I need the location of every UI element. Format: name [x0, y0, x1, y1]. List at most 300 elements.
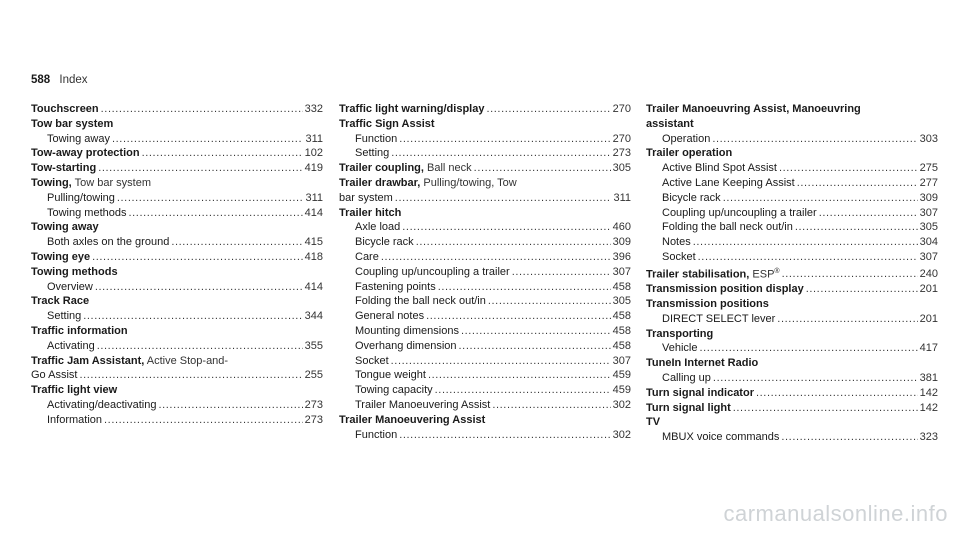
index-entry[interactable] [31, 383, 323, 398]
entry-qualifier: ESP [752, 268, 775, 281]
index-entry[interactable] [339, 383, 631, 398]
entry-subheading: Active Blind Spot Assist [662, 162, 777, 175]
dot-leader [104, 413, 303, 428]
dot-leader [819, 206, 918, 221]
entry-heading: Traffic light view [31, 384, 118, 397]
dot-leader [83, 309, 302, 324]
entry-text [662, 250, 696, 265]
dot-leader [438, 280, 611, 295]
entry-heading: Towing methods [31, 265, 118, 278]
dot-leader [129, 206, 303, 221]
page-number: 588 [31, 74, 51, 86]
entry-text [646, 146, 732, 161]
index-entry[interactable] [646, 356, 938, 371]
entry-text [355, 250, 379, 265]
entry-subheading: Information [47, 413, 103, 426]
entry-text [355, 339, 457, 354]
entry-heading: Tow-starting [31, 162, 97, 175]
entry-subheading: Care [355, 250, 379, 263]
page-reference: 142 [919, 386, 938, 399]
entry-text [339, 102, 484, 117]
entry-subheading: Pulling/towing [47, 191, 115, 204]
page-reference: 302 [612, 428, 631, 441]
dot-leader [723, 191, 918, 206]
entry-heading: Transporting [646, 327, 714, 340]
dot-leader [112, 132, 303, 147]
entry-text [47, 398, 156, 413]
page-reference: 305 [612, 295, 631, 308]
entry-text [355, 220, 400, 235]
index-column-3 [646, 102, 938, 445]
index-entry[interactable] [339, 250, 631, 265]
entry-subheading: Coupling up/uncoupling a trailer [355, 265, 510, 278]
entry-subheading: Overhang dimension [355, 339, 457, 352]
index-entry[interactable] [646, 161, 938, 176]
entry-text [31, 161, 96, 176]
entry-text [47, 132, 110, 147]
entry-heading: Trailer operation [646, 147, 733, 160]
dot-leader [98, 161, 302, 176]
entry-text [355, 235, 414, 250]
entry-subheading: Towing away [47, 132, 110, 145]
page-reference: 201 [919, 312, 938, 325]
dot-leader [95, 280, 303, 295]
section-title: Index [59, 74, 88, 86]
entry-text [646, 282, 804, 297]
dot-leader [117, 191, 304, 206]
dot-leader [402, 220, 610, 235]
index-entry[interactable] [31, 102, 323, 117]
dot-leader [756, 386, 918, 401]
index-entry[interactable] [31, 324, 323, 339]
entry-subheading: Socket [662, 250, 696, 263]
entry-text [646, 415, 660, 430]
index-entry[interactable] [31, 220, 323, 235]
entry-continuation: bar system [339, 191, 393, 204]
page-reference: 275 [919, 162, 938, 175]
page-reference: 458 [612, 339, 631, 352]
index-entry[interactable] [646, 117, 938, 132]
entry-subheading: MBUX voice commands [662, 431, 780, 444]
dot-leader [158, 398, 302, 413]
entry-text [662, 206, 817, 221]
dot-leader [171, 235, 302, 250]
entry-subheading: DIRECT SELECT lever [662, 312, 776, 325]
dot-leader [512, 265, 611, 280]
entry-text [646, 356, 758, 371]
page-reference: 415 [304, 236, 323, 249]
entry-text [31, 250, 90, 265]
entry-heading: Towing eye [31, 250, 91, 263]
entry-text [31, 265, 118, 280]
index-entry[interactable] [339, 132, 631, 147]
page-reference: 381 [919, 372, 938, 384]
entry-heading: Traffic light warning/display [339, 103, 485, 115]
dot-leader [777, 312, 917, 327]
entry-text [31, 354, 228, 369]
page-reference: 307 [612, 265, 631, 278]
entry-text [646, 265, 780, 282]
index-entry[interactable] [31, 132, 323, 147]
index-entry[interactable] [646, 415, 938, 430]
page-reference: 323 [919, 431, 938, 444]
index-entry[interactable] [646, 265, 938, 282]
page-reference: 305 [612, 162, 631, 175]
dot-leader [142, 146, 303, 161]
index-entry[interactable] [339, 102, 631, 117]
dot-leader [795, 220, 918, 235]
entry-text [662, 161, 777, 176]
index-entry[interactable] [339, 398, 631, 413]
entry-heading: Touchscreen [31, 103, 99, 115]
entry-subheading: Function [355, 132, 398, 145]
entry-text [47, 191, 115, 206]
index-entry[interactable] [339, 339, 631, 354]
entry-text [646, 297, 769, 312]
entry-text [646, 401, 731, 416]
dot-leader [781, 430, 917, 445]
entry-qualifier: Pulling/towing, Tow [423, 176, 517, 189]
entry-subheading: Activating/deactivating [47, 398, 157, 411]
index-entry[interactable] [646, 146, 938, 161]
entry-qualifier: Active Stop-and- [146, 354, 229, 367]
page-reference: 142 [919, 401, 938, 414]
index-entry[interactable] [31, 398, 323, 413]
entry-text [31, 146, 140, 161]
entry-heading: Trailer stabilisation, [646, 268, 750, 281]
index-entry[interactable] [31, 250, 323, 265]
dot-leader [416, 235, 611, 250]
registered-mark: ® [774, 267, 780, 275]
entry-subheading: Folding the ball neck out/in [662, 221, 793, 234]
entry-text [31, 324, 128, 339]
dot-leader [698, 250, 918, 265]
entry-text [47, 339, 95, 354]
page-reference: 418 [304, 250, 323, 263]
index-entry[interactable] [31, 309, 323, 324]
page-reference: 311 [305, 132, 323, 145]
page-reference: 309 [919, 191, 938, 204]
index-entry[interactable] [646, 250, 938, 265]
entry-text [47, 413, 102, 428]
entry-heading: Tow bar system [31, 117, 114, 130]
entry-text [355, 146, 389, 161]
entry-subheading: Function [355, 428, 398, 441]
entry-heading: Tow-away protection [31, 147, 140, 160]
entry-text [355, 309, 424, 324]
entry-text [47, 309, 81, 324]
dot-leader [435, 383, 611, 398]
page-reference: 311 [305, 191, 323, 204]
dot-leader [806, 282, 918, 297]
dot-leader [486, 102, 610, 117]
index-entry[interactable] [339, 206, 631, 221]
page-reference: 305 [919, 221, 938, 234]
dot-leader [79, 368, 302, 383]
entry-text [355, 354, 389, 369]
page-reference: 355 [304, 339, 323, 352]
index-entry[interactable] [646, 220, 938, 235]
page-reference: 458 [612, 280, 631, 293]
index-entry[interactable] [646, 312, 938, 327]
page-reference: 307 [919, 250, 938, 263]
entry-heading: Turn signal indicator [646, 386, 754, 399]
index-entry[interactable] [31, 176, 323, 191]
page-reference: 304 [919, 236, 938, 249]
dot-leader [391, 146, 610, 161]
entry-text [646, 117, 694, 132]
index-entry[interactable] [646, 386, 938, 401]
entry-subheading: Overview [47, 280, 93, 293]
dot-leader [428, 368, 611, 383]
page-reference: 460 [612, 221, 631, 234]
index-entry[interactable] [339, 191, 631, 206]
index-entry[interactable] [646, 371, 938, 386]
index-entry[interactable] [31, 146, 323, 161]
entry-text [355, 280, 436, 295]
entry-text [355, 265, 510, 280]
entry-text [355, 428, 397, 443]
index-entry[interactable] [31, 339, 323, 354]
entry-subheading: Notes [662, 236, 691, 249]
index-entry[interactable] [31, 368, 323, 383]
entry-text [355, 383, 433, 398]
entry-subheading: Mounting dimensions [355, 324, 459, 337]
page-reference: 459 [612, 369, 631, 382]
index-entry[interactable] [646, 132, 938, 147]
entry-heading: Towing, [31, 176, 72, 189]
index-entry[interactable] [31, 265, 323, 280]
dot-leader [693, 235, 918, 250]
entry-subheading: Folding the ball neck out/in [355, 295, 486, 308]
entry-text [662, 235, 691, 250]
page-reference: 344 [304, 310, 323, 323]
page-reference: 270 [612, 132, 631, 145]
page-reference: 459 [612, 384, 631, 397]
entry-text [646, 327, 713, 342]
entry-text [662, 312, 775, 327]
dot-leader [381, 250, 611, 265]
entry-subheading: Axle load [355, 221, 401, 234]
entry-text [31, 383, 117, 398]
page-reference: 307 [919, 206, 938, 219]
entry-heading: Traffic Sign Assist [339, 117, 435, 130]
dot-leader [399, 132, 610, 147]
page-reference: 255 [304, 369, 323, 382]
entry-subheading: Fastening points [355, 280, 436, 293]
page-reference: 270 [612, 103, 631, 115]
index-entry[interactable] [31, 280, 323, 295]
index-entry[interactable] [339, 428, 631, 443]
page-reference: 311 [613, 191, 631, 204]
entry-text [31, 117, 113, 132]
index-entry[interactable] [646, 430, 938, 445]
index-entry[interactable] [339, 368, 631, 383]
entry-text [31, 294, 89, 309]
page-reference: 396 [612, 250, 631, 263]
page-reference: 414 [304, 280, 323, 293]
entry-heading: Trailer coupling, [339, 162, 424, 175]
entry-subheading: Tongue weight [355, 369, 426, 382]
entry-subheading: Setting [355, 147, 390, 160]
entry-qualifier: Ball neck [427, 162, 472, 175]
entry-text [31, 220, 99, 235]
index-entry[interactable] [339, 294, 631, 309]
entry-subheading: Both axles on the ground [47, 236, 170, 249]
entry-subheading: Activating [47, 339, 95, 352]
index-entry[interactable] [339, 265, 631, 280]
page-reference: 307 [612, 354, 631, 367]
entry-text [339, 161, 472, 176]
index-entry[interactable] [339, 220, 631, 235]
entry-text [662, 430, 779, 445]
page-reference: 201 [919, 283, 938, 296]
page-reference: 332 [304, 103, 323, 115]
entry-subheading: Towing capacity [355, 384, 433, 397]
index-entry[interactable] [646, 282, 938, 297]
entry-subheading: General notes [355, 310, 425, 323]
index-entry[interactable] [339, 235, 631, 250]
entry-heading: Traffic Jam Assistant, [31, 354, 145, 367]
entry-heading: Traffic information [31, 324, 128, 337]
entry-text [662, 220, 793, 235]
page-reference: 273 [612, 147, 631, 160]
entry-text [662, 191, 721, 206]
page-reference: 302 [612, 398, 631, 411]
index-entry[interactable] [646, 176, 938, 191]
index-entry[interactable] [339, 161, 631, 176]
page-reference: 458 [612, 310, 631, 323]
page-reference: 419 [304, 162, 323, 175]
entry-heading: Transmission position display [646, 283, 804, 296]
dot-leader [713, 371, 918, 386]
entry-subheading: Calling up [662, 372, 711, 384]
entry-subheading: Active Lane Keeping Assist [662, 176, 795, 189]
entry-heading: TV [646, 416, 661, 429]
index-entry[interactable] [339, 176, 631, 191]
index-entry[interactable] [646, 206, 938, 221]
index-entry[interactable] [31, 117, 323, 132]
entry-heading: Trailer drawbar, [339, 176, 421, 189]
dot-leader [712, 132, 917, 147]
index-entry[interactable] [31, 413, 323, 428]
index-entry[interactable] [646, 191, 938, 206]
entry-heading: Turn signal light [646, 401, 731, 414]
entry-heading: Trailer Manoeuvring Assist, Manoeuvring [646, 103, 861, 115]
entry-subheading: Socket [355, 354, 389, 367]
entry-text [339, 191, 393, 206]
index-entry[interactable] [339, 117, 631, 132]
dot-leader [459, 339, 611, 354]
entry-text [646, 386, 754, 401]
watermark: carmanualsonline.info [723, 501, 948, 526]
index-column-1 [31, 102, 323, 428]
dot-leader [733, 401, 918, 416]
dot-leader [426, 309, 611, 324]
page-reference: 309 [612, 236, 631, 249]
entry-subheading: Bicycle rack [355, 236, 414, 249]
entry-text [47, 280, 93, 295]
index-entry[interactable] [31, 206, 323, 221]
entry-subheading: Trailer Manoeuvering Assist [355, 398, 491, 411]
entry-text [355, 324, 459, 339]
entry-text [662, 371, 711, 386]
entry-text [662, 176, 795, 191]
index-entry[interactable] [31, 354, 323, 369]
index-entry[interactable] [339, 146, 631, 161]
dot-leader [779, 161, 918, 176]
dot-leader [92, 250, 303, 265]
index-entry[interactable] [646, 327, 938, 342]
entry-subheading: Bicycle rack [662, 191, 721, 204]
page-reference: 273 [304, 398, 323, 411]
index-entry[interactable] [31, 235, 323, 250]
page-reference: 417 [919, 342, 938, 355]
page-reference: 277 [919, 176, 938, 189]
entry-subheading: Operation [662, 132, 711, 145]
entry-subheading: Towing methods [47, 206, 127, 219]
dot-leader [391, 354, 611, 369]
entry-qualifier: Tow bar system [74, 176, 152, 189]
entry-heading: Trailer Manoeuvering Assist [339, 413, 486, 426]
index-entry[interactable] [646, 297, 938, 312]
entry-subheading: Coupling up/uncoupling a trailer [662, 206, 817, 219]
entry-text [355, 132, 397, 147]
entry-heading: assistant [646, 117, 694, 130]
dot-leader [488, 294, 611, 309]
entry-text [646, 102, 861, 117]
index-entry[interactable] [339, 280, 631, 295]
dot-leader [492, 398, 610, 413]
dot-leader [97, 339, 303, 354]
entry-text [31, 176, 151, 191]
index-entry[interactable] [339, 354, 631, 369]
index-entry[interactable] [646, 341, 938, 356]
index-entry[interactable] [31, 191, 323, 206]
entry-text [662, 132, 710, 147]
page-reference: 458 [612, 324, 631, 337]
page-reference: 102 [304, 147, 323, 160]
dot-leader [797, 176, 918, 191]
entry-heading: Towing away [31, 221, 99, 234]
entry-text [47, 235, 169, 250]
entry-text [355, 294, 486, 309]
index-entry[interactable] [339, 309, 631, 324]
dot-leader [399, 428, 610, 443]
index-entry[interactable] [646, 235, 938, 250]
index-entry[interactable] [646, 401, 938, 416]
entry-text [31, 368, 77, 383]
entry-subheading: Vehicle [662, 342, 698, 355]
index-entry[interactable] [339, 324, 631, 339]
index-entry[interactable] [339, 413, 631, 428]
entry-heading: Trailer hitch [339, 206, 402, 219]
entry-text [31, 102, 99, 117]
entry-text [339, 117, 435, 132]
index-entry[interactable] [646, 102, 938, 117]
index-entry[interactable] [31, 294, 323, 309]
dot-leader [699, 341, 917, 356]
page-header [31, 74, 88, 86]
page-reference: 303 [919, 132, 938, 145]
entry-text [662, 341, 697, 356]
entry-text [47, 206, 127, 221]
dot-leader [101, 102, 303, 117]
dot-leader [461, 324, 611, 339]
entry-subheading: Setting [47, 310, 82, 323]
entry-text [355, 398, 490, 413]
index-entry[interactable] [31, 161, 323, 176]
